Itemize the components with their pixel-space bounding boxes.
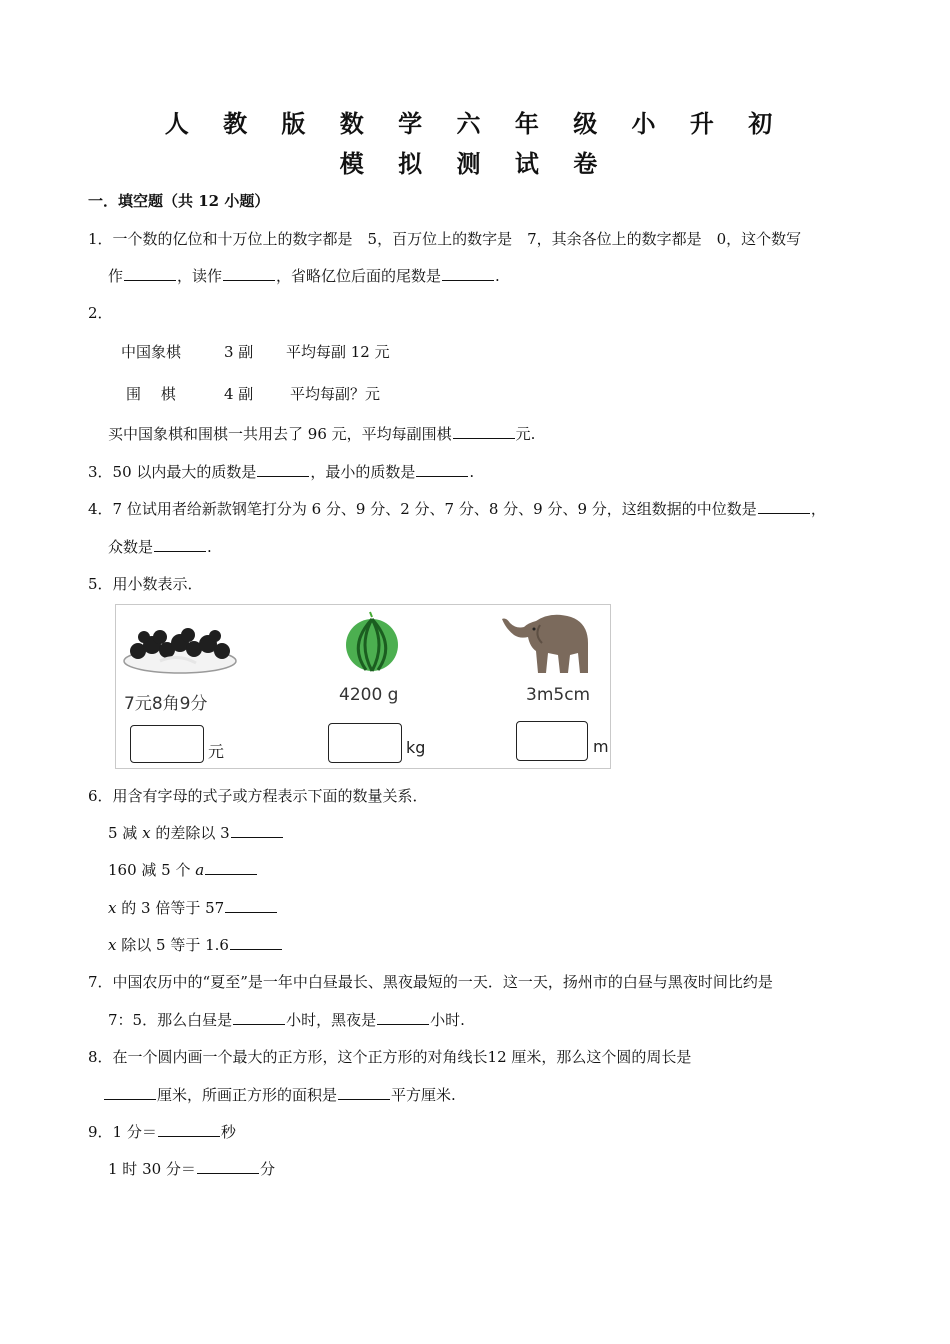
q8-line-2: 厘米，所画正方形的面积是 平方厘米. — [103, 1084, 456, 1105]
answer-blank[interactable] — [257, 464, 309, 477]
q5-stem: 5．用小数表示． — [88, 575, 203, 593]
money-label: 7元8角9分 — [124, 694, 208, 714]
q4-line-1: 4．7 位试用者给新款钢笔打分为 6 分、9 分、2 分、7 分、8 分、9 分、9 分，这组数据的中位数是 ， — [88, 500, 826, 518]
answer-blank[interactable] — [416, 464, 468, 477]
q2-stem: 买中国象棋和围棋一共用去了 96 元，平均每副围棋 元. — [108, 425, 536, 443]
mass-label: 4200 g — [339, 685, 399, 705]
q6-item-2: 160 减 5 个 a — [108, 859, 258, 880]
answer-blank[interactable] — [230, 937, 282, 950]
q2-row1-name: 中国象棋 — [121, 343, 182, 361]
q6-item-4: x 除以 5 等于 1.6 — [108, 934, 283, 955]
q6-stem: 6．用含有字母的式子或方程表示下面的数量关系． — [88, 787, 428, 805]
title-line-2: 模 拟 测 试 卷 — [339, 149, 611, 178]
q2-row1-price: 平均每副 12 元 — [286, 343, 390, 361]
title-line-1: 人 教 版 数 学 六 年 级 小 升 初 — [164, 109, 786, 138]
answer-blank[interactable] — [231, 825, 283, 838]
q7-line-2: 7：5．那么白昼是 小时，黑夜是 小时. — [108, 1011, 465, 1029]
section-heading: 一．填空题（共 12 小题） — [88, 192, 270, 210]
answer-blank[interactable] — [758, 501, 810, 514]
unit-m: m — [593, 737, 609, 756]
elephant-image — [496, 607, 594, 683]
q3-line: 3．50 以内最大的质数是 ，最小的质数是 . — [88, 463, 475, 481]
answer-blank[interactable] — [225, 900, 277, 913]
answer-blank[interactable] — [124, 268, 176, 281]
q2-row1-count: 3 副 — [224, 343, 254, 361]
answer-blank[interactable] — [442, 268, 494, 281]
q8-line-1: 8．在一个圆内画一个最大的正方形，这个正方形的对角线长12 厘米，那么这个圆的周长是 — [88, 1048, 692, 1066]
q4-line-2: 众数是 . — [108, 538, 212, 556]
answer-blank[interactable] — [158, 1124, 220, 1137]
q1-line-1: 1．一个数的亿位和十万位上的数字都是 5，百万位上的数字是 7，其余各位上的数字都是 0，这个数写 — [88, 230, 802, 248]
answer-blank[interactable] — [453, 426, 515, 439]
answer-box-yuan[interactable] — [130, 725, 204, 763]
answer-blank[interactable] — [104, 1087, 156, 1100]
watermelon-image — [344, 611, 400, 673]
answer-blank[interactable] — [223, 268, 275, 281]
plate-of-balls-image — [120, 617, 238, 677]
q2-row2-price: 平均每副？元 — [290, 385, 381, 403]
q2-number: 2． — [88, 304, 113, 322]
unit-yuan: 元 — [208, 742, 225, 761]
answer-blank[interactable] — [233, 1012, 285, 1025]
q2-row2-name: 围 棋 — [126, 385, 176, 403]
answer-box-m[interactable] — [516, 721, 588, 761]
answer-box-kg[interactable] — [328, 723, 402, 763]
q2-row2-count: 4 副 — [224, 385, 254, 403]
q9-line-2: 1 时 30 分＝ 分 — [108, 1160, 275, 1178]
q7-line-1: 7．中国农历中的“夏至”是一年中白昼最长、黑夜最短的一天．这一天，扬州市的白昼与黑夜时间比约是 — [88, 973, 773, 991]
q5-figure — [115, 604, 611, 769]
length-label: 3m5cm — [526, 685, 591, 705]
answer-blank[interactable] — [338, 1087, 390, 1100]
q6-item-3: x 的 3 倍等于 57 — [108, 897, 278, 918]
answer-blank[interactable] — [205, 862, 257, 875]
answer-blank[interactable] — [377, 1012, 429, 1025]
q6-item-1: 5 减 x 的差除以 3 — [108, 822, 284, 843]
answer-blank[interactable] — [154, 539, 206, 552]
unit-kg: kg — [406, 738, 426, 757]
q9-line-1: 9．1 分＝ 秒 — [88, 1123, 236, 1141]
answer-blank[interactable] — [197, 1161, 259, 1174]
q1-line-2: 作 ，读作 ，省略亿位后面的尾数是 . — [108, 267, 500, 285]
